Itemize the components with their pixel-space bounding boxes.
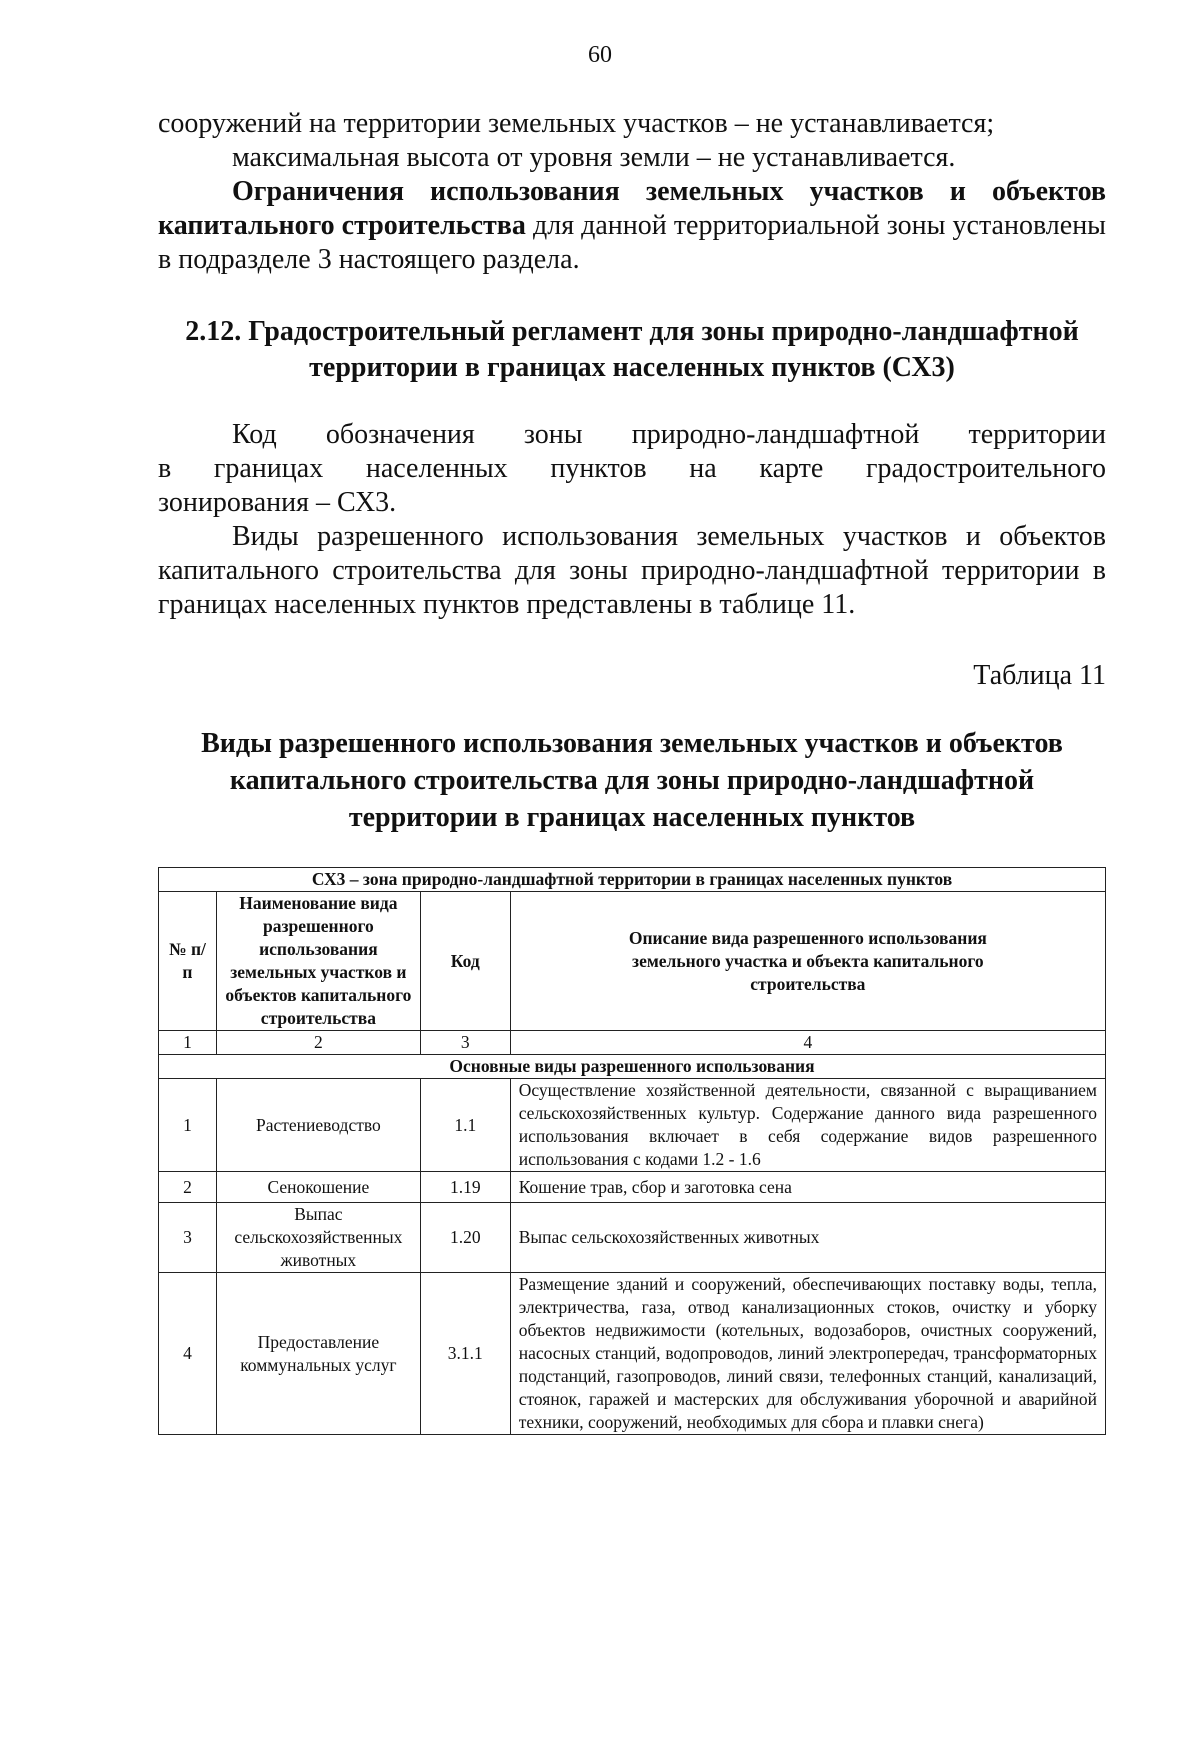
zone-header-row — [159, 868, 1106, 892]
row-num: 4 — [159, 1273, 217, 1435]
col-index-2: 2 — [216, 1031, 420, 1055]
group-main-cell: Основные виды разрешенного использования — [159, 1055, 1106, 1079]
row-num: 2 — [159, 1172, 217, 1203]
table-row — [159, 1079, 1106, 1172]
column-header-row — [159, 892, 1106, 1031]
table-title — [158, 725, 1106, 836]
table-title-line-3: территории в границах населенных пунктов — [348, 802, 916, 833]
header-desc: Описание вида разрешенного использования земельного участка и объекта капитального строительства — [510, 892, 1105, 1031]
col-index-1: 1 — [159, 1031, 217, 1055]
table-caption: Таблица 11 — [973, 660, 1106, 691]
header-name: Наименование вида разрешенного использования земельных участков и объектов капитального строительства — [216, 892, 420, 1031]
row-code: 3.1.1 — [420, 1273, 510, 1435]
column-index-row — [159, 1031, 1106, 1055]
row-name: Выпас сельскохозяйственных животных — [216, 1203, 420, 1273]
row-num: 3 — [159, 1203, 217, 1273]
section-heading-line-2: территории в границах населенных пунктов (СХ3) — [309, 352, 955, 383]
row-num: 1 — [159, 1079, 217, 1172]
row-desc: Кошение трав, сбор и заготовка сена — [510, 1172, 1105, 1203]
section-heading — [158, 314, 1106, 386]
table-row — [159, 1172, 1106, 1203]
header-num: № п/п — [159, 892, 217, 1031]
restrictions-paragraph — [158, 175, 1106, 277]
zoning-table — [158, 867, 1106, 1435]
group-row — [159, 1055, 1106, 1079]
para1-line-2: в границах населенных пунктов на карте градостроительного — [158, 453, 1106, 484]
intro-line-1: сооружений на территории земельных участков – не устанавливается; — [158, 108, 995, 139]
row-name: Растениеводство — [216, 1079, 420, 1172]
para2: Виды разрешенного использования земельных участков и объектов капитального строительства для зоны природно-ландшафтной территории в границах населенных пунктов представлены в таблице 11. — [158, 521, 1106, 620]
restrictions-bold: Ограничения использования земельных участков и объектов капитального строительства — [158, 176, 1106, 241]
zone-header-cell: СХ3 – зона природно-ландшафтной территории в границах населенных пунктов — [159, 868, 1106, 892]
row-name: Предоставление коммунальных услуг — [216, 1273, 420, 1435]
header-code: Код — [420, 892, 510, 1031]
intro-block — [158, 107, 1106, 277]
page-number: 60 — [588, 42, 612, 68]
row-desc: Выпас сельскохозяйственных животных — [510, 1203, 1105, 1273]
restrictions-rest: для данной территориальной зоны установлены в подразделе 3 настоящего раздела. — [158, 210, 1106, 275]
table-title-line-1: Виды разрешенного использования земельных участков и объектов — [201, 728, 1063, 759]
row-code: 1.1 — [420, 1079, 510, 1172]
table-title-line-2: капитального строительства для зоны природно-ландшафтной — [229, 765, 1035, 796]
intro-line-2: максимальная высота от уровня земли – не устанавливается. — [232, 142, 956, 173]
table-row — [159, 1273, 1106, 1435]
section-heading-line-1: 2.12. Градостроительный регламент для зоны природно-ландшафтной — [185, 316, 1079, 347]
col-index-3: 3 — [420, 1031, 510, 1055]
row-code: 1.19 — [420, 1172, 510, 1203]
table-row — [159, 1203, 1106, 1273]
row-desc: Размещение зданий и сооружений, обеспечивающих поставку воды, тепла, электричества, газа, отвод канализационных стоков, очистку и уборку объектов недвижимости (котельных, водозаборов, очистных сооружений, насосных станций, водопроводов, линий электропередач, трансформаторных подстанций, газопроводов, линий связи, телефонных станций, канализаций, стоянок, гаражей и мастерских для обслуживания уборочной и аварийной техники, сооружений, необходимых для сбора и плавки снега) — [510, 1273, 1105, 1435]
row-desc: Осуществление хозяйственной деятельности, связанной с выращиванием сельскохозяйственных культур. Содержание данного вида разрешенного использования включает в себя содержание видов разрешенного использования с кодами 1.2 - 1.6 — [510, 1079, 1105, 1172]
para1-line-3: зонирования – СХ3. — [158, 487, 397, 518]
row-name: Сенокошение — [216, 1172, 420, 1203]
col-index-4: 4 — [510, 1031, 1105, 1055]
section-body — [158, 418, 1106, 622]
para1-line-1: Код обозначения зоны природно-ландшафтной территории — [232, 419, 1106, 450]
row-code: 1.20 — [420, 1203, 510, 1273]
